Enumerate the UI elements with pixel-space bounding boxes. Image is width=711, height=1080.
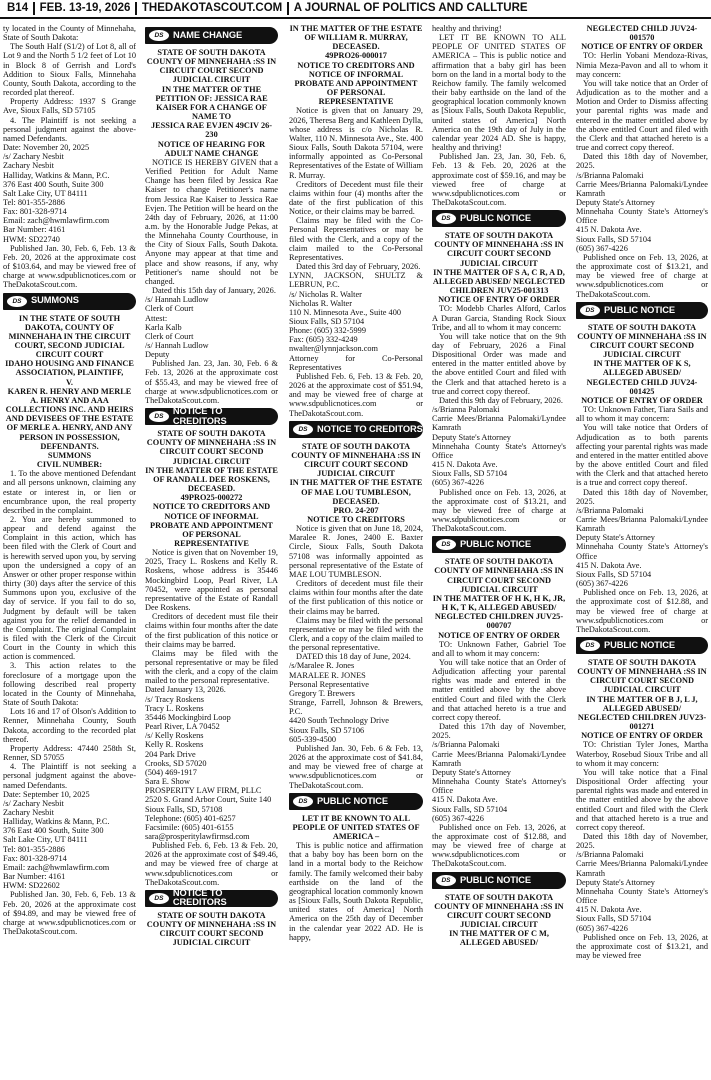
notice-paragraph: 376 East 400 South, Suite 300 (3, 179, 104, 189)
notice-paragraph: Salt Lake City, UT 84111 (3, 188, 88, 198)
notice-paragraph: 376 East 400 South, Suite 300 (3, 826, 104, 836)
dakota-scout-logo-icon: DS (436, 213, 456, 224)
notice-paragraph: Strange, Farrell, Johnson & Brewers, P.C. (289, 698, 423, 717)
dakota-scout-logo-icon: DS (149, 30, 169, 41)
notice-paragraph: Clerk of Court (145, 331, 194, 341)
notice-paragraph: You will take notice that a Final Dispositional Order affecting your parental rights was made and entered in the matter entitled above by the above entitled Court and filed with the Clerk and that attached hereto is a true and correct copy thereof. (576, 767, 708, 832)
notice-heading: STATE OF SOUTH DAKOTA COUNTY OF MINNEHAHA :SS IN CIRCUIT COURT SECOND JUDICIAL CIRCUIT (577, 658, 707, 695)
notice-paragraph: Property Address: 1937 S Grange Ave, Sioux Falls, SD 57105 (3, 97, 136, 116)
notice-paragraph: Email: zach@hwmlawfirm.com (3, 862, 110, 872)
notice-paragraph: Sioux Falls, SD 57104 (432, 804, 508, 814)
notice-paragraph: 110 N. Minnesota Ave., Suite 400 (289, 307, 401, 317)
notice-heading: STATE OF SOUTH DAKOTA COUNTY OF MINNEHAHA :SS IN CIRCUIT COURT SECOND JUDICIAL CIRCUIT (434, 231, 564, 268)
dakota-scout-logo-icon: DS (436, 539, 456, 550)
notice-paragraph: Zachary Nesbit (3, 807, 54, 817)
notice-paragraph: LYNN, JACKSON, SHULTZ & LEBRUN, P.C. (289, 271, 423, 290)
notice-heading: NEGLECTED CHILD JUV24-001570 (586, 24, 698, 43)
notice-heading: PRO. 24-207 (333, 505, 379, 515)
notice-paragraph: Creditors of decedent must file their claims within four months after the date of the first publication of this notice or their claims may be barred. (289, 579, 423, 616)
notice-paragraph: Dated this 9th day of February, 2026. (439, 395, 563, 405)
notice-paragraph: Notice is given that on November 19, 2025, Tracy L. Roskens and Kelly R. Roskens, whose address is 35446 Mockingbird Loop, Pearl River, LA 70452, were appointed as personal representative of the Estate of Randall Dee Roskens. (145, 548, 278, 613)
notice-heading: IN THE MATTER OF S A, C R, A D, ALLEGED ABUSED/ NEGLECTED CHILDREN JUV25-001313 (432, 267, 566, 296)
notice-paragraph: Published once on Feb. 13, 2026, at the approximate cost of $13.21, and may be viewed free of charge at www.sdpublicnotices.com or TheDakotaScout.com. (576, 252, 708, 299)
notice-paragraph: /s/Brianna Palomaki (576, 505, 644, 515)
notice-paragraph: 415 N. Dakota Ave. (432, 795, 498, 805)
notice-paragraph: Sioux Falls, SD 57106 (289, 725, 365, 735)
notice-paragraph: /s/Brianna Palomaki (432, 405, 500, 415)
notice-paragraph: TO: Unknown Father, Tiara Sails and all to whom it may concern: (576, 405, 708, 424)
notice-paragraph: Tel: 801-355-2886 (3, 197, 65, 207)
notice-paragraph: Facsimile: (605) 401-6155 (145, 822, 234, 832)
notice-heading: JESSICA RAE EVJEN 49CIV 26-230 (150, 121, 273, 140)
notice-paragraph: 4. The Plaintiff is not seeking a personal judgment against the above-named Defendants. (3, 762, 136, 790)
notice-paragraph: Attorney for Co-Personal Representatives (289, 353, 423, 372)
dakota-scout-logo-icon: DS (580, 305, 600, 316)
notice-paragraph: /s/Brianna Palomaki (432, 740, 500, 750)
notice-paragraph: Deputy State's Attorney (432, 767, 511, 777)
notice-paragraph: Deputy State's Attorney (576, 533, 655, 543)
notice-paragraph: Bar Number: 4161 (3, 225, 66, 235)
column-3 (289, 24, 423, 1080)
notice-heading: IN THE MATTER OF K S, ALLEGED ABUSED/ NEGLECTED CHILD JUV24-001425 (586, 359, 698, 396)
notice-paragraph: You will take notice that on the 9th day of February, 2026 a Final Dispositional Order was made and entered in the matter entitled above by the above entitled Court and filed with the Clerk and that attached hereto is a true and correct copy thereof. (432, 331, 566, 396)
section-header (576, 302, 708, 319)
notice-paragraph: Carrie Mees/Brianna Palomaki/Lyndee Kamrath (576, 179, 708, 198)
notice-heading: NOTICE OF ENTRY OF ORDER (438, 630, 560, 640)
section-header (432, 872, 566, 889)
notice-paragraph: Email: zach@hwmlawfirm.com (3, 216, 110, 226)
notice-paragraph: Personal Representative (289, 679, 369, 689)
section-header-label: NAME CHANGE (173, 29, 243, 40)
notice-paragraph: TO: Christian Tyler Jones, Martha Waterboy, Rosebud Sioux Tribe and all to whom it may concern: (576, 740, 708, 768)
section-header (289, 793, 423, 810)
notice-paragraph: /s/ Zachary Nesbit (3, 152, 64, 162)
column-1 (3, 24, 136, 1080)
notice-heading: KAREN R. HENRY AND MERLE A. HENRY AND AAA COLLECTIONS INC. AND HEIRS AND DEVISEES OF THE ESTATE OF MERLE A. HENRY, AND ANY PERSON IN POSSESSION, DEFENDANTS. (5, 386, 134, 451)
notice-paragraph: (605) 367-4226 (432, 813, 484, 823)
notice-paragraph: Notice is given that on June 18, 2024, Maralee R. Jones, 2400 E. Baxter Circle, Sioux Falls, South Dakota 57108 was informally appointed as personal representative of the Estate of MAE LOU TUMBLESON. (289, 524, 423, 579)
notice-paragraph: Published Jan. 23, Jan. 30, Feb. 6 & Feb. 13, 2026 at the approximate cost of $55.43, and may be viewed free of charge at www.sdpublicnotices.com or TheDakotaScout.com. (145, 359, 278, 405)
notice-paragraph: Carrie Mees/Brianna Palomaki/Lyndee Kamrath (576, 514, 708, 534)
section-header-label: SUMMONS (31, 295, 79, 306)
notice-paragraph: Property Address: 47440 258th St, Renner, SD 57055 (3, 743, 136, 763)
notice-paragraph: Minnehaha County State's Attorney's Office (576, 542, 708, 561)
notice-paragraph: Sioux Falls, SD 57104 (576, 569, 652, 579)
notice-heading: NOTICE OF ENTRY OF ORDER (438, 295, 560, 305)
notice-paragraph: (504) 469-1917 (145, 767, 197, 777)
notice-paragraph: 204 Park Drive (145, 749, 196, 759)
notice-paragraph: Published once on Feb. 13, 2026, at the approximate cost of $13.21, and may be viewed free (576, 932, 708, 960)
notice-heading: STATE OF SOUTH DAKOTA COUNTY OF MINNEHAHA :SS IN CIRCUIT COURT SECOND JUDICIAL CIRCUIT (146, 910, 277, 948)
notice-paragraph: Published Jan. 30, Feb. 6 & Feb. 13, 2026 at the approximate cost of $41.84, and may be viewed free of charge at www.sdpublicnotices.com or TheDakotaScout.com. (289, 743, 423, 790)
notice-paragraph: 35446 Mockingbird Loop (145, 712, 231, 722)
notice-paragraph: /s/ Nicholas R. Walter (289, 289, 362, 299)
section-header-label: NOTICE TO CREDITORS (317, 423, 423, 434)
notice-paragraph: PROSPERITY LAW FIRM, PLLC (145, 786, 262, 796)
dakota-scout-logo-icon: DS (436, 875, 456, 886)
notice-heading: NOTICE OF ENTRY OF ORDER (581, 395, 703, 405)
section-header-label: PUBLIC NOTICE (460, 539, 532, 550)
notice-paragraph: Crooks, SD 57020 (145, 758, 207, 768)
notice-paragraph: Creditors of decedent must file their claims within four months after the date of the first publication of this notice or their claims may be barred. (145, 612, 278, 649)
notice-heading: IN THE MATTER OF THE PETITION OF: JESSICA RAE KAISER FOR A CHANGE OF NAME TO (155, 84, 268, 122)
notice-paragraph: 3. This action relates to the foreclosure of a mortgage upon the following described real property located in the County of Minnehaha, State of South Dakota: (3, 661, 136, 708)
dakota-scout-logo-icon: DS (149, 411, 169, 422)
notice-paragraph: Claims may be filed with the personal representative or may be filed with the clerk, and a copy of the claim mailed to the personal representative. (145, 648, 278, 686)
notice-paragraph: Published once on Feb. 13, 2026, at the approximate cost of $13.21, and may be viewed free of charge at www.sdpublicnotices.com or TheDakotaScout.com. (432, 487, 566, 534)
notice-paragraph: Gregory T. Brewers (289, 688, 355, 698)
notice-paragraph: (605) 367-4226 (576, 923, 628, 933)
notice-paragraph: 1. To the above mentioned Defendant and all persons unknown, claiming any estate or interest in, or lien or encumbrance upon, the real property described in the complaint. (3, 469, 136, 515)
notice-paragraph: Dated this 15th day of January, 2026. (152, 286, 276, 296)
notice-heading: 49PRO25-000272 (180, 493, 243, 503)
column-2 (145, 24, 278, 1080)
notice-heading: IN THE STATE OF SOUTH DAKOTA, COUNTY OF MINNEHAHA IN THE CIRCUIT COURT, SECOND JUDICIAL CIRCUIT COURT (8, 313, 131, 360)
notice-paragraph: Bar Number: 4161 (3, 872, 66, 882)
notice-paragraph: Nicholas R. Walter (289, 298, 353, 308)
notice-paragraph: Carrie Mees/Brianna Palomaki/Lyndee Kamrath (432, 749, 566, 768)
notice-paragraph: Lots 16 and 17 of Olson's Addition to Renner, Minnehaha County, South Dakota, according to the recorded plat thereof. (3, 707, 136, 744)
notice-paragraph: Dated this 17th day of November, 2025. (432, 722, 566, 741)
notice-paragraph: HWM: SD22740 (3, 234, 60, 244)
notice-paragraph: TO: Herlin Yobani Mendoza-Rivas, Nimia Meza-Pavon and all to whom it may concern: (576, 51, 708, 79)
dakota-scout-logo-icon: DS (293, 796, 313, 807)
notice-heading: LET IT BE KNOWN TO ALL PEOPLE OF UNITED STATES OF AMERICA – (292, 813, 420, 841)
page-number: B14 (7, 2, 29, 14)
notice-paragraph: sara@prosperitylawfirmsd.com (145, 831, 250, 841)
notice-paragraph: Minnehaha County State's Attorney's Office (432, 777, 566, 796)
notice-paragraph: 415 N. Dakota Ave. (576, 560, 642, 570)
notice-paragraph: TO: Modebb Charles Alford, Carlos A Duran Garcia, Standing Rock Sioux Tribe, and all to whom it may concern: (432, 304, 566, 332)
notice-paragraph: You will take notice that an Order of Adjudication as to the mother and a Motion and Order to Dismiss affecting your parental rights was made and entered in the matter entitled above by the above entitled Court and filed with the Clerk and that attached hereto is a true and correct copy thereof. (576, 78, 708, 153)
notice-paragraph: Zachary Nesbit (3, 161, 54, 171)
dakota-scout-logo-icon: DS (149, 893, 169, 904)
notice-heading: IN THE MATTER OF H K, H K, JR, H K, T K, ALLEGED ABUSED/ NEGLECTED CHILDREN JUV25-000707 (432, 593, 566, 631)
notice-paragraph: Dated this 18th day of November, 2025. (576, 152, 708, 171)
notice-heading: STATE OF SOUTH DAKOTA COUNTY OF MINNEHAHA :SS IN CIRCUIT COURT SECOND JUDICIAL CIRCUIT (434, 892, 564, 930)
section-header (432, 536, 566, 553)
section-header (289, 421, 423, 438)
notice-paragraph: (605) 367-4226 (576, 243, 628, 253)
notice-heading: IN THE MATTER OF B J, L J, ALLEGED ABUSED/ NEGLECTED CHILDREN JUV23-001271 (577, 694, 707, 732)
notice-paragraph: Halliday, Watkins & Mann, P.C. (3, 170, 110, 180)
notice-heading: STATE OF SOUTH DAKOTA COUNTY OF MINNEHAHA :SS IN CIRCUIT COURT SECOND JUDICIAL CIRCUIT (291, 441, 421, 479)
notice-heading: STATE OF SOUTH DAKOTA COUNTY OF MINNEHAHA :SS IN CIRCUIT COURT SECOND JUDICIAL CIRCUIT (577, 322, 707, 360)
notice-paragraph: 4. The Plaintiff is not seeking a personal judgment against the above-named Defendants. (3, 115, 136, 143)
notice-paragraph: Fax: 801-328-9714 (3, 207, 67, 217)
masthead (0, 0, 711, 19)
notice-heading: STATE OF SOUTH DAKOTA COUNTY OF MINNEHAHA :SS IN CIRCUIT COURT SECOND JUDICIAL CIRCUIT (146, 429, 277, 466)
notice-paragraph: 4420 South Technology Drive (289, 716, 389, 726)
section-header-label: PUBLIC NOTICE (460, 213, 532, 224)
notice-heading: IN THE MATTER OF THE ESTATE OF WILLIAM R. MURRAY, DECEASED. (289, 24, 423, 52)
notice-paragraph: Attest: (145, 313, 168, 323)
notice-paragraph: /s/ Zachary Nesbit (3, 798, 64, 808)
notice-heading: NOTICE OF HEARING FOR ADULT NAME CHANGE (157, 139, 266, 158)
notice-paragraph: Sara E. Show (145, 777, 190, 787)
notice-heading: NOTICE OF ENTRY OF ORDER (581, 731, 703, 741)
notice-paragraph: Creditors of Decedent must file their claims within four (4) months after the date of the first publication of this Notice, or their claims may be barred. (289, 179, 423, 217)
notice-heading: IN THE MATTER OF C M, ALLEGED ABUSED/ (449, 929, 549, 948)
dakota-scout-logo-icon: DS (7, 296, 27, 307)
notice-paragraph: Published Jan. 30, Feb. 6, Feb. 13 & Feb. 20, 2026 at the approximate cost of $103.64, and may be viewed free of charge at www.sdpublicnotices.com or TheDakotaScout.com. (3, 243, 136, 290)
notice-paragraph: NOTICE IS HEREBY GIVEN that a Verified Petition for Adult Name Change has been filed by Jessica Rae Kaiser to change Petitioner's name from Jessica Rae Kaiser to Jessica Rae Evjen. The Petition will be heard on the 24th day of February, 2026, at 11:00 a.m. by the Honorable Judge Pekas, at the Minnehaha County Courthouse, in the City of Sioux Falls, South Dakota. Anyone may appear at that time and place and show reasons, if any, why Petitioner's name should not be changed. (145, 157, 278, 286)
notice-paragraph: MARALEE R. JONES (289, 670, 366, 680)
notice-paragraph: Telephone: (605) 401-6257 (145, 813, 236, 823)
site-name: THEDAKOTASCOUT.COM (141, 2, 283, 14)
notice-paragraph: /s/Brianna Palomaki (576, 850, 644, 860)
section-header (3, 293, 136, 310)
notice-heading: IN THE MATTER OF THE ESTATE OF MAE LOU TUMBLESON, DECEASED. (289, 478, 423, 506)
notice-paragraph: Dated this 18th day of November, 2025. (576, 487, 708, 506)
notice-paragraph: 415 N. Dakota Ave. (576, 905, 642, 915)
notice-paragraph: LET IT BE KNOWN TO ALL PEOPLE OF UNITED STATES OF AMERICA – This is public notice and affirmation that a baby girl has been born on the land in a mortal body to the Reichow family. The family welcomed their baby earthside on the land of the geographical location commonly known as [Sioux Falls, South Dakota Republic, united states of America] North America on the 19th day of July in the calendar year 2024 AD. She is happy, healthy and thriving! (432, 33, 566, 153)
notice-paragraph: You will take notice that an Order of Adjudication affecting your parental rights was made and entered in the matter entitled above by the above entitled Court and filed with the Clerk and that attached hereto is a true and correct copy thereof. (432, 658, 566, 722)
notice-paragraph: The South Half (S1/2) of Lot 8, all of Lot 9 and the North 5 1/2 feet of Lot 10 in Block 8 of Gerrish and Lord's Addition to Sioux Falls, Minnehaha County, South Dakota, according to the recorded plat thereof. (3, 42, 136, 98)
notice-paragraph: DATED this 18 day of June, 2024. (296, 652, 411, 662)
notice-paragraph: Pearl River, LA 70452 (145, 722, 220, 732)
notice-paragraph: Minnehaha County State's Attorney's Office (576, 207, 708, 226)
notice-paragraph: Published Jan. 23, Jan. 30, Feb. 6, Feb. 13 & Feb. 20, 2026 at the approximate cost of $59.16, and may be viewed free of charge at www.sdpublicnotices.com or TheDakotaScout.com. (432, 152, 566, 207)
notice-paragraph: Date: November 20, 2025 (3, 143, 90, 153)
notice-paragraph: ty located in the County of Minnehaha, State of South Dakota: (3, 24, 136, 43)
notice-paragraph: Sioux Falls, SD 57104 (289, 317, 365, 326)
notice-paragraph: (605) 367-4226 (576, 579, 628, 589)
notice-heading: V. (66, 377, 73, 387)
notice-paragraph: nwalter@lynnjackson.com (289, 344, 378, 354)
notice-paragraph: 605-339-4500 (289, 734, 337, 744)
notice-paragraph: Notice is given that on January 29, 2026, Theresa Berg and Kathleen Dylla, whose address is c/o Nicholas R. Walter, 110 N. Minnesota Ave., Ste. 400 Sioux Falls, South Dakota 57104, were informally appointed as Co-Personal Representatives of the Estate of William R. Murray. (289, 106, 423, 180)
notice-paragraph: 2520 S. Grand Arbor Court, Suite 140 (145, 795, 272, 805)
column-5 (576, 24, 708, 1080)
notice-heading: NOTICE TO CREDITORS AND NOTICE OF INFORMAL PROBATE AND APPOINTMENT OF PERSONAL REPRESENTATIVE (150, 502, 273, 548)
notice-paragraph: Published once on Feb. 13, 2026, at the approximate cost of $12.88, and may be viewed free of charge at www.sdpublicnotices.com or TheDakotaScout.com. (576, 588, 708, 634)
notice-paragraph: Deputy State's Attorney (432, 432, 511, 442)
notice-paragraph: This is public notice and affirmation that a baby boy has been born on the land in a mortal body to the Reichow family. The family welcomed their baby earthside on the land of the geographical location commonly known as [Sioux Falls, South Dakota Republic, united states of America] North America on the 25th day of December in the calendar year 2022 AD. He is happy, (289, 841, 423, 942)
notice-paragraph: Tracy L. Roskens (145, 703, 204, 713)
notice-paragraph: Deputy State's Attorney (576, 877, 655, 887)
section-header (576, 637, 708, 654)
notice-paragraph: Sioux Falls, SD 57104 (432, 469, 508, 479)
section-header-label: PUBLIC NOTICE (604, 639, 676, 650)
notice-paragraph: Tel: 801-355-2886 (3, 844, 65, 854)
notice-paragraph: /s/Maralee R. Jones (289, 661, 355, 671)
notice-heading: 49PRO26-000017 (325, 51, 387, 61)
notice-heading: SUMMONS (47, 450, 92, 460)
notice-paragraph: /s/Brianna Palomaki (576, 170, 644, 180)
notice-paragraph: Sioux Falls, SD, 57108 (145, 804, 223, 814)
dakota-scout-logo-icon: DS (580, 640, 600, 651)
notice-paragraph: (605) 367-4226 (432, 478, 484, 488)
notice-paragraph: Sioux Falls, SD 57104 (576, 234, 652, 244)
section-header-label: NOTICE TO CREDITORS (172, 406, 227, 426)
tagline: A JOURNAL OF POLITICS AND CALLTURE (293, 2, 528, 14)
section-header (432, 210, 566, 227)
section-header (145, 890, 278, 907)
section-header-label: PUBLIC NOTICE (604, 304, 676, 315)
notice-heading: NOTICE TO CREDITORS (307, 514, 405, 524)
notice-paragraph: 415 N. Dakota Ave. (432, 460, 498, 470)
issue-date: FEB. 13-19, 2026 (39, 2, 131, 14)
notice-paragraph: 415 N. Dakota Ave. (576, 225, 642, 235)
notice-paragraph: Deputy State's Attorney (576, 197, 655, 207)
notice-paragraph: /s/ Hannah Ludlow (145, 341, 209, 350)
notice-heading: IN THE MATTER OF THE ESTATE OF RANDALL DEE ROSKENS, DECEASED. (145, 465, 278, 494)
notice-paragraph: Published once on Feb. 13, 2026, at the approximate cost of $12.88, and may be viewed free of charge at www.sdpublicnotices.com or TheDakotaScout.com. (432, 822, 566, 869)
dakota-scout-logo-icon: DS (293, 424, 313, 435)
notice-paragraph: Fax: (605) 332-4249 (289, 335, 358, 345)
section-header-label: PUBLIC NOTICE (460, 874, 532, 885)
notice-paragraph: Carrie Mees/Brianna Palomaki/Lyndee Kamrath (432, 414, 566, 433)
notice-paragraph: Minnehaha County State's Attorney's Office (432, 441, 566, 460)
notice-paragraph: Phone: (605) 332-5999 (289, 326, 366, 336)
section-header-label: PUBLIC NOTICE (317, 795, 389, 806)
column-4 (432, 24, 566, 1080)
notice-paragraph: Salt Lake City, UT 84111 (3, 835, 88, 845)
notice-paragraph: HWM: SD22602 (3, 881, 60, 891)
notice-paragraph: Karla Kalb (145, 322, 182, 332)
notice-heading: NOTICE OF ENTRY OF ORDER (581, 42, 703, 52)
notice-paragraph: Sioux Falls, SD 57104 (576, 914, 652, 924)
notice-paragraph: Published Jan. 30, Feb. 6, Feb. 13 & Feb. 20, 2026 at the approximate cost of $94.89, and may be viewed free of charge at www.sdpublicnotices.com or TheDakotaScout.com. (3, 890, 136, 936)
notice-paragraph: Kelly R. Roskens (145, 740, 204, 750)
notice-paragraph: You will take notice that Orders of Adjudication as to both parents affecting your parental rights was made and entered in the matter entitled above by the above entitled Court and filed with the Clerk and that attached hereto is a true and correct copy thereof. (576, 423, 708, 488)
notice-heading: IDAHO HOUSING AND FINANCE ASSOCIATION, PLAINTIFF, (5, 359, 134, 378)
notice-paragraph: Claims may be filed with the Co-Personal Representatives or may be filed with the Clerk, and a copy of the claim mailed to the Co-Personal Representatives. (289, 216, 423, 262)
notice-paragraph: healthy and thriving! (432, 24, 502, 33)
notice-paragraph: Dated this 3rd day of February, 2026. (296, 262, 421, 272)
notice-paragraph: Dated January 13, 2026. (145, 685, 226, 695)
notice-paragraph: Fax: 801-328-9714 (3, 853, 67, 863)
notice-paragraph: /s/ Kelly Roskens (145, 731, 204, 741)
notice-paragraph: Clerk of Court (145, 304, 194, 314)
notice-paragraph: Minnehaha County State's Attorney's Office (576, 886, 708, 906)
section-header-label: NOTICE TO CREDITORS (172, 888, 227, 908)
notice-heading: CIVIL NUMBER: (36, 460, 103, 470)
notice-paragraph: Carrie Mees/Brianna Palomaki/Lyndee Kamrath (576, 859, 708, 878)
notice-paragraph: Published Feb. 6, Feb. 13 & Feb. 20, 2026 at the approximate cost of $51.94, and may be viewed free of charge at www.sdpublicnotices.com or TheDakotaScout.com. (289, 371, 423, 418)
notice-heading: STATE OF SOUTH DAKOTA COUNTY OF MINNEHAHA :SS IN CIRCUIT COURT SECOND JUDICIAL CIRCUIT (434, 557, 564, 594)
section-header (145, 27, 278, 44)
notice-paragraph: Published Feb. 6, Feb. 13 & Feb. 20, 2026 at the approximate cost of $49.46, and may be viewed free of charge at www.sdpublicnotices.com or TheDakotaScout.com. (145, 841, 278, 887)
notice-paragraph: /s/ Hannah Ludlow (145, 295, 209, 305)
notice-paragraph: /s/ Tracy Roskens (145, 694, 205, 704)
notice-paragraph: Halliday, Watkins & Mann, P.C. (3, 817, 110, 827)
notice-paragraph: Deputy (145, 350, 170, 360)
notice-heading: STATE OF SOUTH DAKOTA COUNTY OF MINNEHAHA :SS IN CIRCUIT COURT SECOND JUDICIAL CIRCUIT (146, 48, 277, 85)
notice-heading: NOTICE TO CREDITORS AND NOTICE OF INFORMAL PROBATE AND APPOINTMENT OF PERSONAL REPRESENTATIVE (294, 60, 418, 107)
notice-paragraph: Claims may be filed with the personal representative or may be filed with the Clerk, and a copy of the claim mailed to the personal representative. (289, 615, 423, 653)
notice-paragraph: TO: Unknown Father, Gabriel Toe and all to whom it may concern: (432, 639, 566, 658)
notice-paragraph: Dated this 18th day of November, 2025. (576, 831, 708, 851)
notice-paragraph: 2. You are hereby summoned to appear and defend against the Complaint in this action, which has been filed with the Clerk of Court and is herewith served upon you, by serving upon the undersigned a copy of an Answer or other proper response within thirty (30) days after the service of this Summons upon you, exclusive of the day of service. If you fail to do so, Judgment by default will be taken against you for the relief demanded in the Complaint. The original Complaint is filed with the Clerk of the Circuit Court in the County in which this action is commenced. (3, 514, 136, 662)
notice-paragraph: Date: September 10, 2025 (3, 789, 90, 799)
section-header (145, 408, 278, 425)
